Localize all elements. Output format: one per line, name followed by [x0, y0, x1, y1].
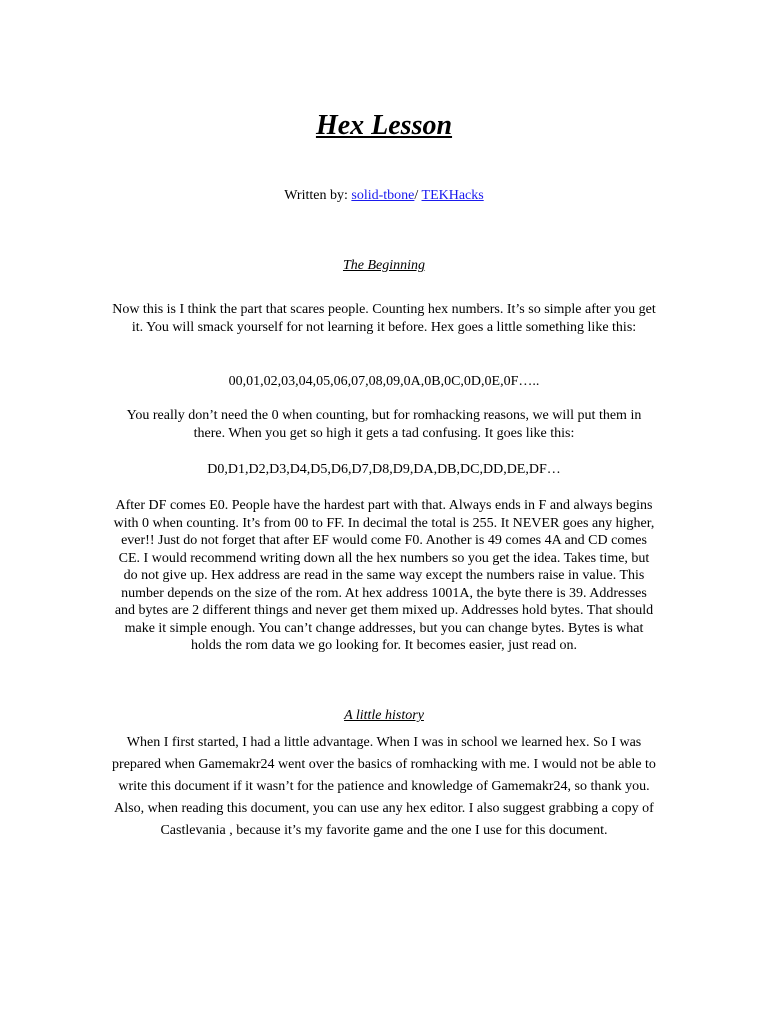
section-heading-beginning: The Beginning	[342, 258, 426, 273]
byline-separator: /	[414, 188, 422, 203]
paragraph-explanation: After DF comes E0. People have the hardest part with that. Always ends in F and always begins with 0 when counting. It’s from 00 to FF. In decimal the total is 255. It NEVER goes any higher, ever!! Just do not forget that after EF would come F0. Another is 49 comes 4A and CD comes CE. I would recommend writing down all the hex numbers so you get the idea. Takes time, but do not give up. Hex address are read in the same way except the numbers raise in value. This number depends on the size of the rom. At hex address 1001A, the byte there is 39. Addresses and bytes are 2 different things and never get them mixed up. Addresses hold bytes. That should make it simple enough. You can’t change addresses, but you can change bytes. Bytes is what holds the rom data we go looking for. It becomes easier, just read on.	[113, 498, 655, 653]
author-link[interactable]: solid-tbone	[351, 188, 415, 203]
paragraph-hex-sequence-0: 00,01,02,03,04,05,06,07,08,09,0A,0B,0C,0D,0E,0F…..	[228, 374, 540, 389]
section-heading-history: A little history	[344, 708, 424, 723]
paragraph-counting-note: You really don’t need the 0 when counting, but for romhacking reasons, we will put them in there. When you get so high it gets a tad confusing. It goes like this:	[126, 408, 642, 441]
group-link[interactable]: TEKHacks	[421, 188, 484, 203]
document-title: Hex Lesson	[315, 110, 453, 141]
paragraph-hex-sequence-d: D0,D1,D2,D3,D4,D5,D6,D7,D8,D9,DA,DB,DC,DD,DE,DF…	[207, 462, 561, 477]
paragraph-intro: Now this is I think the part that scares people. Counting hex numbers. It’s so simple after you get it. You will smack yourself for not learning it before. Hex goes a little something like this:	[112, 302, 656, 335]
byline	[0, 188, 768, 204]
paragraph-history: When I first started, I had a little advantage. When I was in school we learned hex. So I was prepared when Gamemakr24 went over the basics of romhacking with me. I would not be able to write this document if it wasn’t for the patience and knowledge of Gamemakr24, so thank you. Also, when reading this document, you can use any hex editor. I also suggest grabbing a copy of Castlevania , because it’s my favorite game and the one I use for this document.	[112, 735, 656, 838]
byline-prefix: Written by:	[284, 188, 352, 203]
